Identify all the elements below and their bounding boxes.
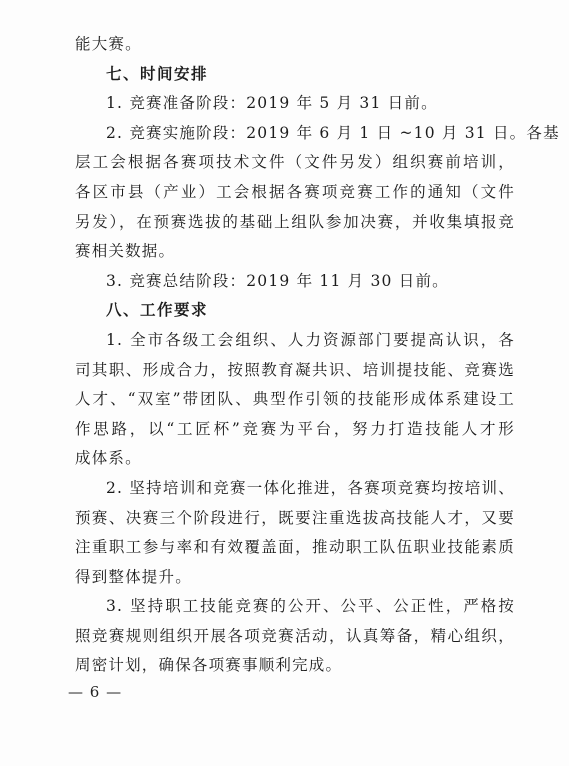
paragraph-line: 能大赛。 — [75, 35, 142, 53]
page-number: — 6 — — [68, 683, 123, 701]
paragraph-line: 人才、“双室”带团队、典型作引领的技能形成体系建设工 — [75, 390, 515, 409]
paragraph-line: 作思路，以“工匠杯”竞赛为平台，努力打造技能人才形 — [75, 419, 515, 438]
paragraph-line: 赛相关数据。 — [75, 242, 176, 261]
paragraph-line: 照竞赛规则组织开展各项竞赛活动，认真筹备，精心组织， — [75, 626, 515, 645]
section-heading-requirements: 八、工作要求 — [106, 301, 209, 320]
paragraph-line: 注重职工参与率和有效覆盖面，推动职工队伍职业技能素质 — [75, 538, 515, 557]
paragraph-line: 另发），在预赛选拔的基础上组队参加决赛，并收集填报竞 — [75, 212, 515, 231]
paragraph-line: 周密计划，确保各项赛事顺利完成。 — [75, 656, 343, 675]
paragraph-line: 2. 竞赛实施阶段：2019 年 6 月 1 日 ~10 月 31 日。各基 — [106, 123, 560, 142]
paragraph-line: 2. 坚持培训和竞赛一体化推进，各赛项竞赛均按培训、 — [106, 478, 515, 497]
paragraph-line: 预赛、决赛三个阶段进行，既要注重选拔高技能人才，又要 — [75, 508, 515, 527]
paragraph-line: 3. 竞赛总结阶段：2019 年 11 月 30 日前。 — [106, 271, 449, 290]
paragraph-line: 成体系。 — [75, 449, 142, 468]
paragraph-line: 各区市县（产业）工会根据各赛项竞赛工作的通知（文件 — [75, 182, 515, 201]
paragraph-line: 层工会根据各赛项技术文件（文件另发）组织赛前培训， — [75, 153, 515, 172]
paragraph-line: 1. 全市各级工会组织、人力资源部门要提高认识，各 — [106, 330, 515, 349]
paragraph-line: 司其职、形成合力，按照教育凝共识、培训提技能、竞赛选 — [75, 360, 515, 379]
paragraph-line: 1. 竞赛准备阶段：2019 年 5 月 31 日前。 — [106, 94, 438, 113]
paragraph-line: 3. 坚持职工技能竞赛的公开、公平、公正性，严格按 — [106, 597, 515, 616]
section-heading-schedule: 七、时间安排 — [106, 64, 209, 83]
paragraph-line: 得到整体提升。 — [75, 567, 192, 586]
document-body — [75, 30, 560, 681]
